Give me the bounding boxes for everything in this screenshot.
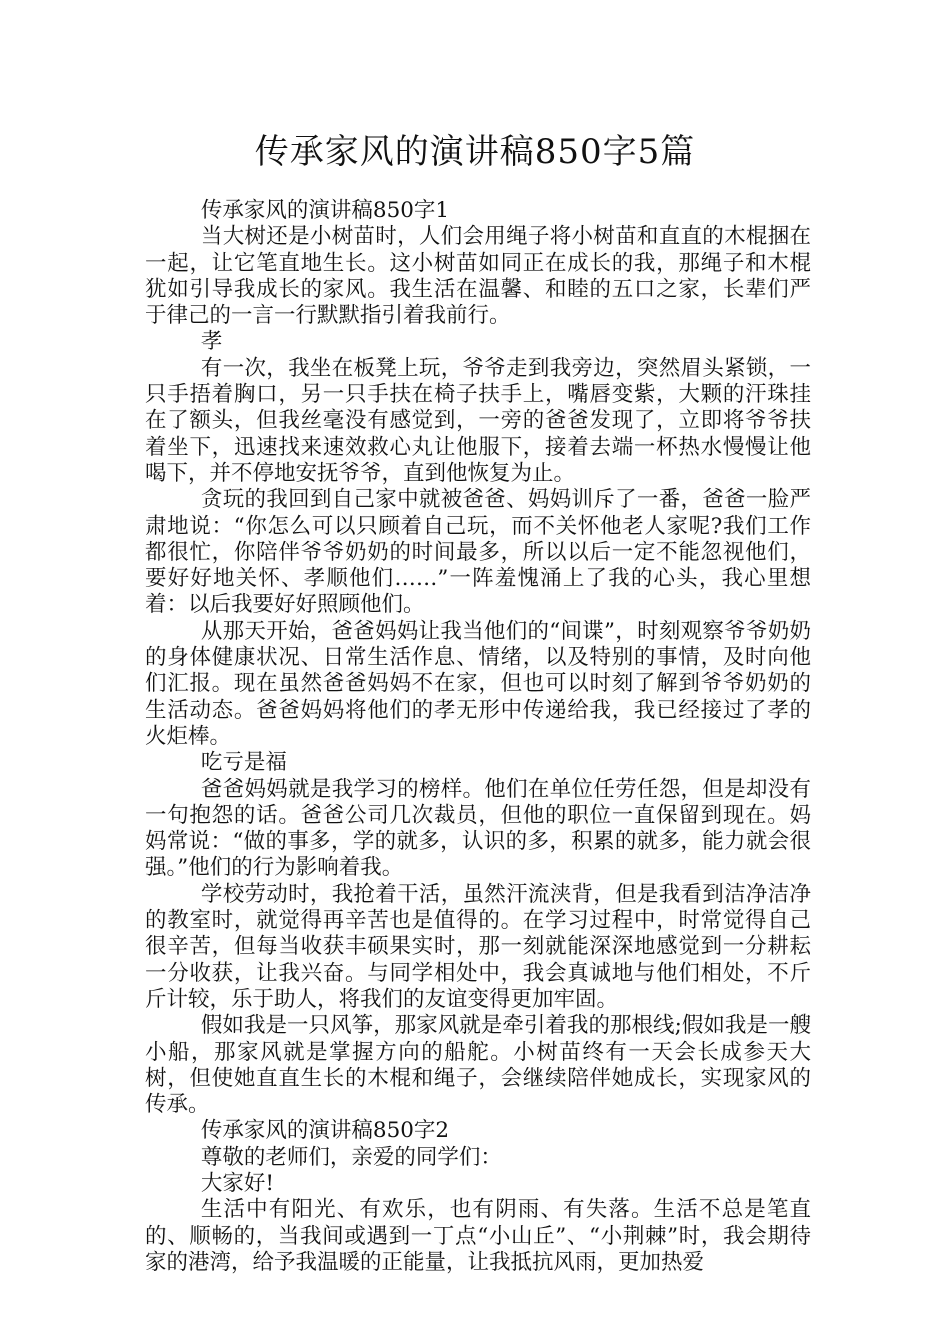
section-heading-1: 传承家风的演讲稿850字1 (200, 198, 450, 223)
salutation: 尊敬的老师们，亲爱的同学们： (200, 1144, 502, 1170)
paragraph: 爸爸妈妈就是我学习的榜样。他们在单位任劳任怨，但是却没有一句抱怨的话。爸爸公司几次裁员，但他的职位一直保留到现在。妈妈常说：“做的事多，学的就多，认识的多，积累的就多，能力就会很强。”他们的行为影响着我。 (145, 776, 811, 881)
section-heading-2: 传承家风的演讲稿850字2 (200, 1118, 450, 1144)
paragraph: 有一次，我坐在板凳上玩，爷爷走到我旁边，突然眉头紧锁，一只手捂着胸口，另一只手扶在椅子扶手上，嘴唇变紫，大颗的汗珠挂在了额头，但我丝毫没有感觉到，一旁的爸爸发现了，立即将爷爷扶着坐下，迅速找来速效救心丸让他服下，接着去端一杯热水慢慢让他喝下，并不停地安抚爷爷，直到他恢复为止。 (145, 355, 811, 486)
paragraph: 学校劳动时，我抢着干活，虽然汗流浃背，但是我看到洁净洁净的教室时，就觉得再辛苦也是值得的。在学习过程中，时常觉得自己很辛苦，但每当收获丰硕果实时，那一刻就能深深地感觉到一分耕耘一分收获，让我兴奋。与同学相处中，我会真诚地与他们相处，不斤斤计较，乐于助人，将我们的友谊变得更加牢固。 (145, 881, 811, 1012)
paragraph: 假如我是一只风筝，那家风就是牵引着我的那根线;假如我是一艘小船，那家风就是掌握方向的船舵。小树苗终有一天会长成参天大树，但使她直直生长的木棍和绳子，会继续陪伴她成长，实现家风的传承。 (145, 1013, 811, 1118)
paragraph: 从那天开始，爸爸妈妈让我当他们的“间谍”，时刻观察爷爷奶奶的身体健康状况、日常生活作息、情绪，以及特别的事情，及时向他们汇报。现在虽然爸爸妈妈不在家，但也可以时刻了解到爷爷奶奶的生活动态。爸爸妈妈将他们的孝无形中传递给我，我已经接过了孝的火炬棒。 (145, 618, 811, 749)
document-body (145, 198, 811, 1276)
paragraph: 当大树还是小树苗时，人们会用绳子将小树苗和直直的木棍捆在一起，让它笔直地生长。这小树苗如同正在成长的我，那绳子和木棍犹如引导我成长的家风。我生活在温馨、和睦的五口之家，长辈们严于律己的一言一行默默指引着我前行。 (145, 224, 811, 329)
subheading-loss-is-blessing: 吃亏是福 (200, 750, 287, 776)
paragraph: 贪玩的我回到自己家中就被爸爸、妈妈训斥了一番，爸爸一脸严肃地说：“你怎么可以只顾着自己玩，而不关怀他老人家呢?我们工作都很忙，你陪伴爷爷奶奶的时间最多，所以以后一定不能忽视他们，要好好地关怀、孝顺他们……”一阵羞愧涌上了我的心头，我心里想着：以后我要好好照顾他们。 (145, 487, 811, 618)
greeting: 大家好! (200, 1170, 275, 1196)
subheading-filial-piety: 孝 (200, 329, 223, 355)
document-title: 传承家风的演讲稿850字5篇 (254, 132, 696, 172)
paragraph: 生活中有阳光、有欢乐，也有阴雨、有失落。生活不总是笔直的、顺畅的，当我间或遇到一丁点“小山丘”、“小荆棘”时，我会期待家的港湾，给予我温暖的正能量，让我抵抗风雨，更加热爱 (145, 1197, 812, 1275)
